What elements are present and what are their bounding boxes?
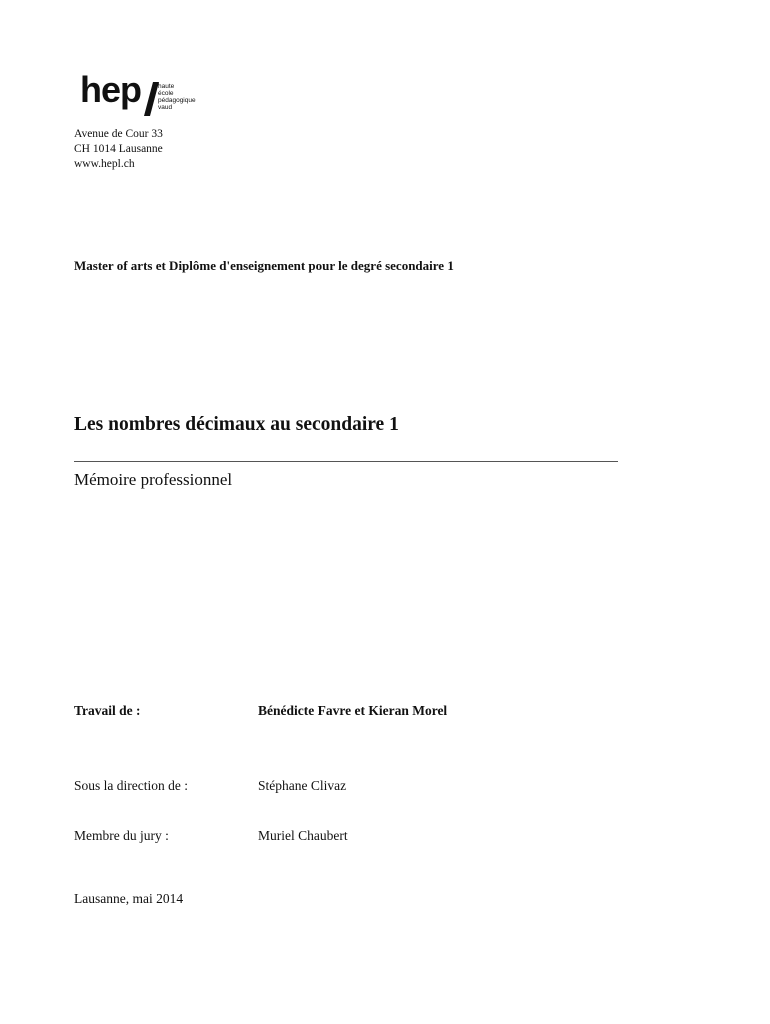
supervisor-value: Stéphane Clivaz — [258, 778, 347, 793]
address-street: Avenue de Cour 33 — [74, 128, 163, 140]
authors-label: Travail de : — [74, 703, 141, 718]
authors-value: Bénédicte Favre et Kieran Morel — [258, 703, 448, 718]
institution-address — [74, 127, 163, 172]
logo-line: école — [158, 90, 174, 97]
logo-wordmark: hep — [80, 69, 142, 110]
jury-value: Muriel Chaubert — [258, 828, 348, 843]
logo-line: pédagogique — [158, 97, 196, 104]
hep-logo — [80, 69, 210, 120]
place-and-date: Lausanne, mai 2014 — [74, 891, 184, 906]
logo-institution-lines — [158, 83, 196, 111]
title-divider — [74, 461, 618, 462]
programme-name: Master of arts et Diplôme d'enseignement pour le degré secondaire 1 — [74, 258, 454, 273]
logo-line: vaud — [158, 104, 173, 111]
jury-label: Membre du jury : — [74, 828, 169, 843]
address-website: www.hepl.ch — [74, 158, 135, 170]
supervisor-label: Sous la direction de : — [74, 778, 188, 793]
logo-line: haute — [158, 83, 175, 90]
address-city: CH 1014 Lausanne — [74, 143, 163, 155]
thesis-type: Mémoire professionnel — [74, 470, 233, 489]
thesis-title: Les nombres décimaux au secondaire 1 — [74, 414, 399, 435]
